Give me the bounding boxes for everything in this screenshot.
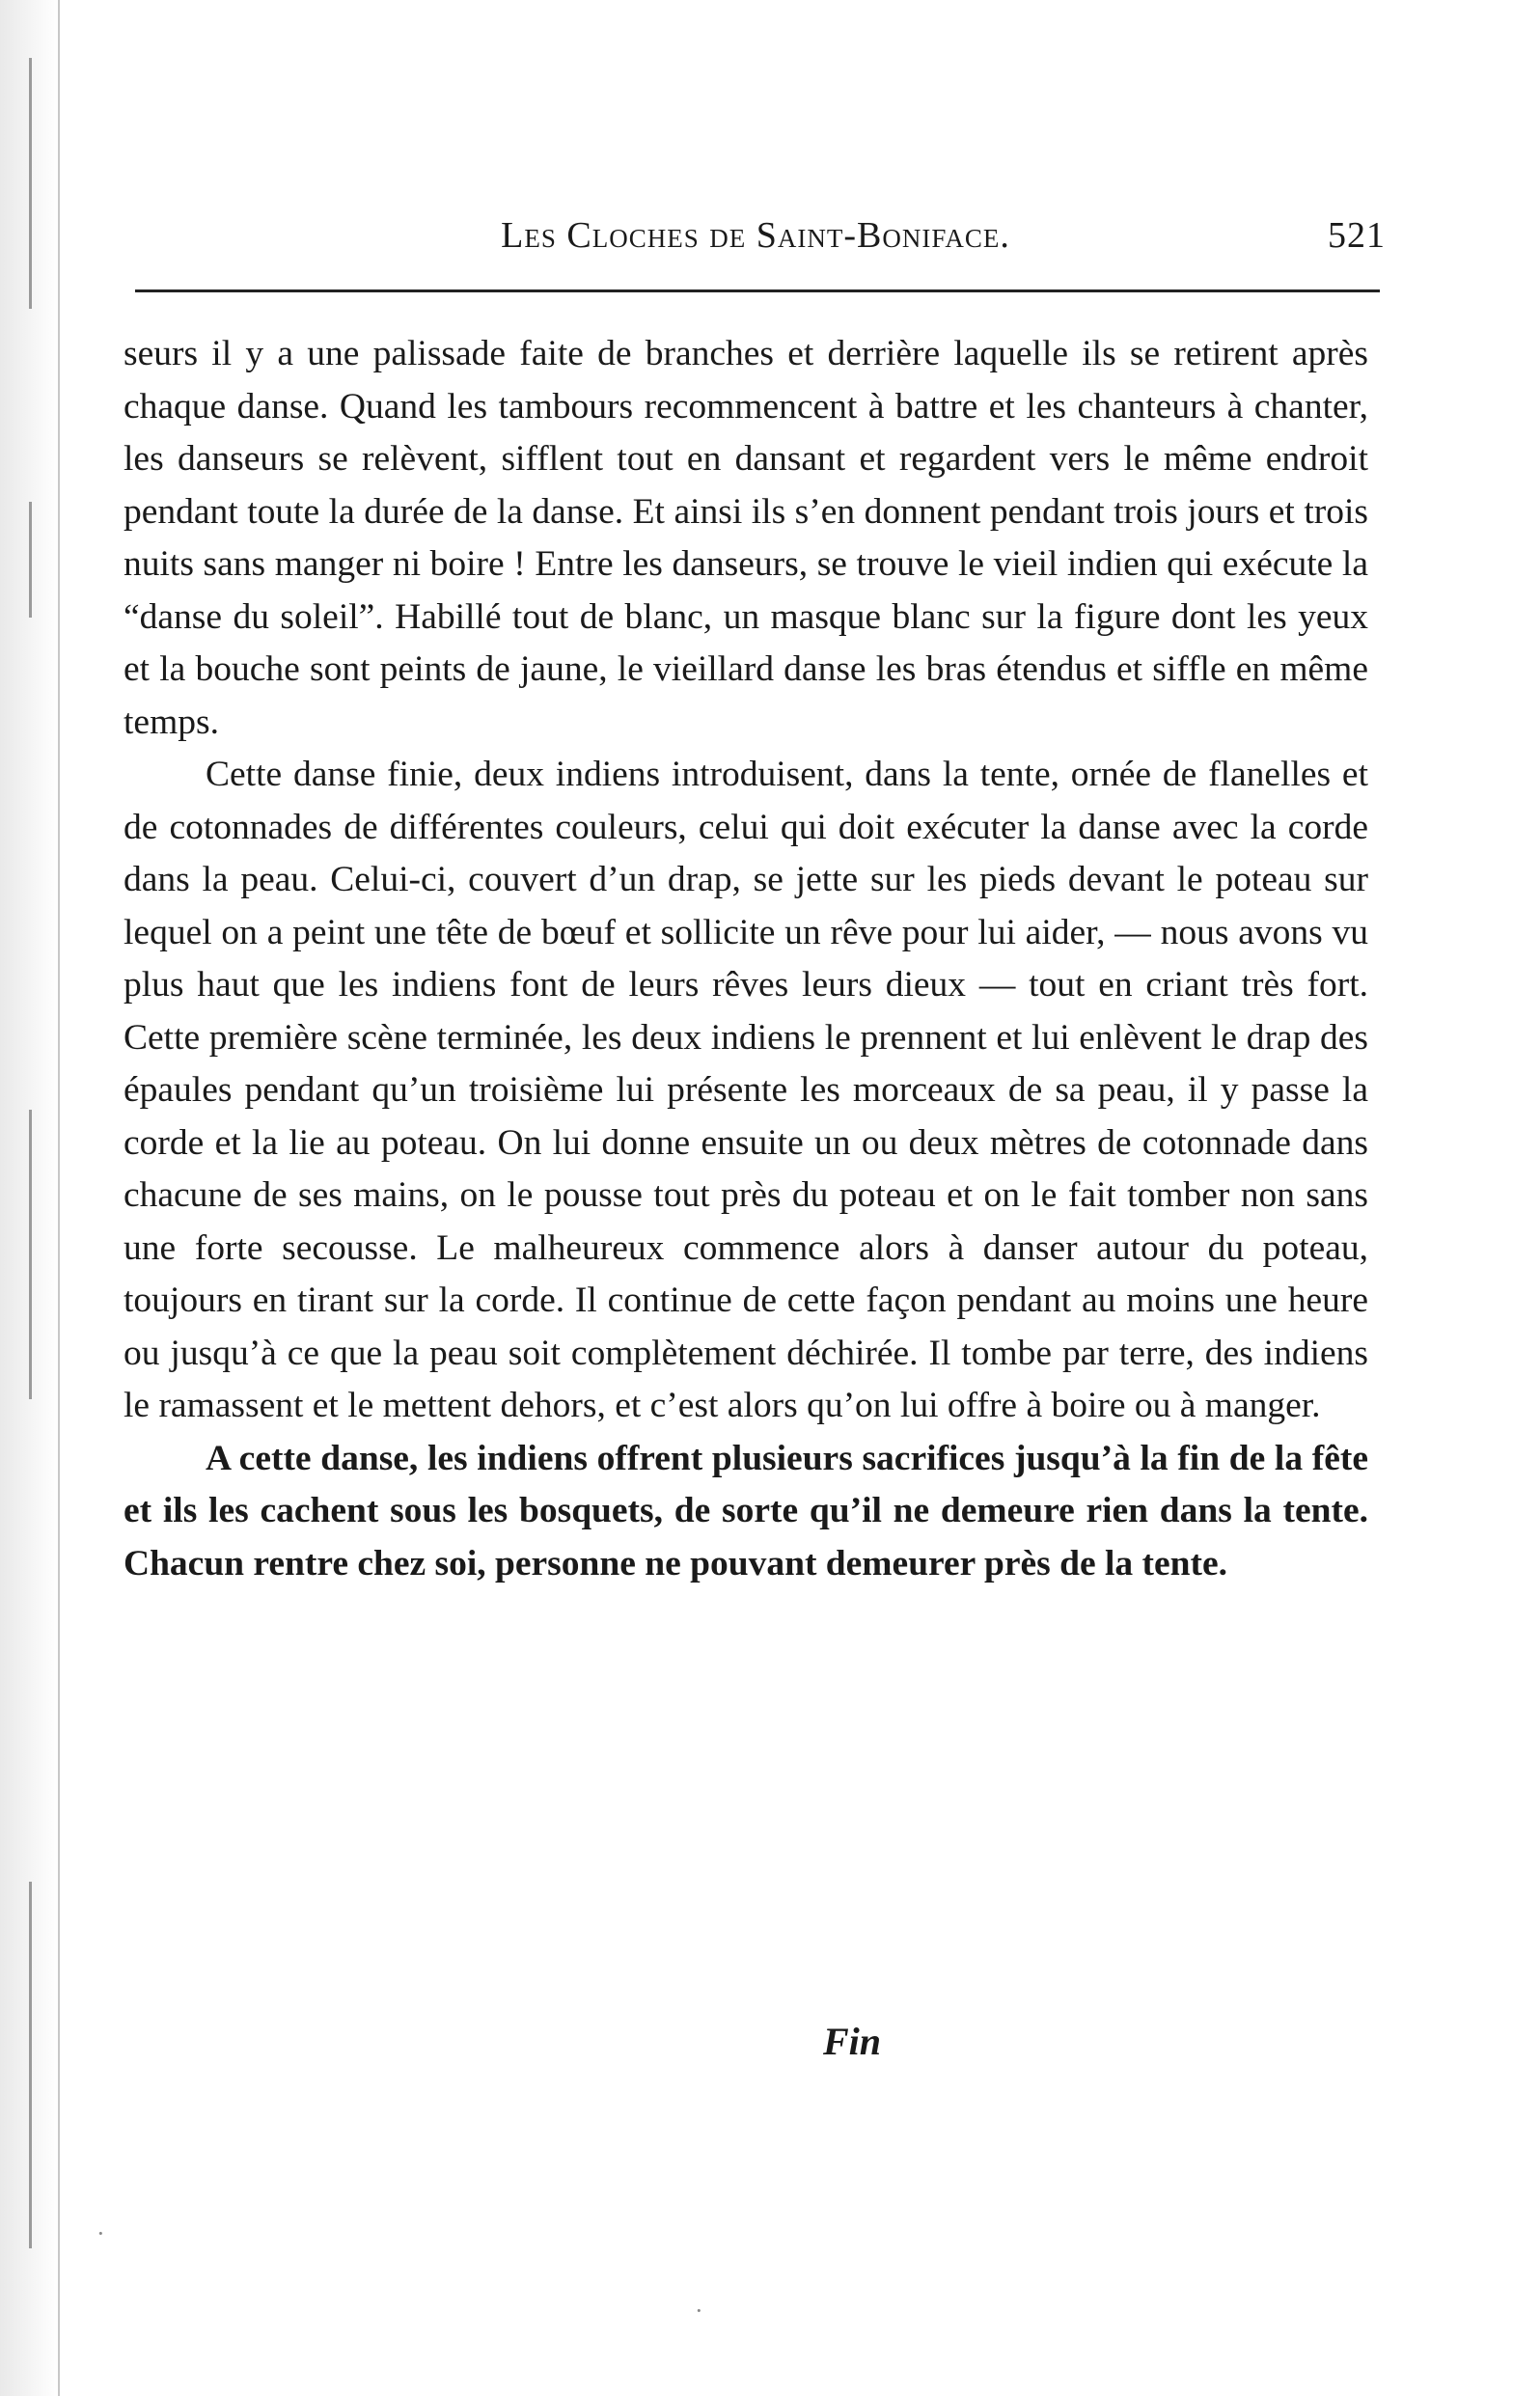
paragraph: seurs il y a une palissade faite de branches et derrière laquelle ils se retirent après chaque danse. Quand les tambours recommencent à battre et les chanteurs à chanter, les danseurs se relèvent, sifflent tout en dansant et regardent vers le même endroit pendant toute la durée de la danse. Et ainsi ils s’en donnent pendant trois jours et trois nuits sans manger ni boire ! Entre les danseurs, se trouve le vieil indien qui exécute la “danse du soleil”. Habillé tout de blanc, un masque blanc sur la figure dont les yeux et la bouche sont peints de jaune, le vieillard danse les bras étendus et siffle en même temps. bbox=[124, 334, 1368, 742]
gutter-mark bbox=[29, 1110, 32, 1399]
gutter-mark bbox=[29, 502, 32, 618]
body-text bbox=[124, 328, 1368, 1590]
running-header bbox=[125, 214, 1386, 262]
ink-speck: · bbox=[96, 2219, 105, 2247]
gutter-mark bbox=[29, 58, 32, 309]
ink-speck: · bbox=[695, 2297, 703, 2325]
paragraph: A cette danse, les indiens offrent plusieurs sacrifices jusqu’à la fin de la fête et ils les cachent sous les bosquets, de sorte qu’il ne demeure rien dans la tente. Chacun rentre chez soi, personne ne pouvant demeurer près de la tente. bbox=[124, 1438, 1368, 1584]
header-rule bbox=[135, 289, 1380, 292]
gutter-mark bbox=[29, 1882, 32, 2248]
running-title: Les Cloches de Saint-Boniface. bbox=[501, 215, 1010, 256]
page-number: 521 bbox=[1328, 215, 1386, 256]
paragraph: Cette danse finie, deux indiens introduisent, dans la tente, ornée de flanelles et de cotonnades de différentes couleurs, celui qui doit exécuter la danse avec la corde dans la peau. Celui-ci, couvert d’un drap, se jette sur les pieds devant le poteau sur lequel on a peint une tête de bœuf et sollicite un rêve pour lui aider, — nous avons vu plus haut que les indiens font de leurs rêves leurs dieux — tout en criant très fort. Cette première scène terminée, les deux indiens le prennent et lui enlèvent le drap des épaules pendant qu’un troisième lui présente les morceaux de sa peau, il y passe la corde et la lie au poteau. On lui donne ensuite un ou deux mètres de cotonnade dans chacune de ses mains, on le pousse tout près du poteau et on le fait tomber non sans une forte secousse. Le malheureux commence alors à danser autour du poteau, toujours en tirant sur la corde. Il continue de cette façon pendant au moins une heure ou jusqu’à ce que la peau soit complètement déchirée. Il tombe par terre, des indiens le ramassent et le mettent dehors, et c’est alors qu’on lui offre à boire ou à manger. bbox=[124, 755, 1368, 1425]
closing-word: Fin bbox=[822, 2020, 882, 2063]
